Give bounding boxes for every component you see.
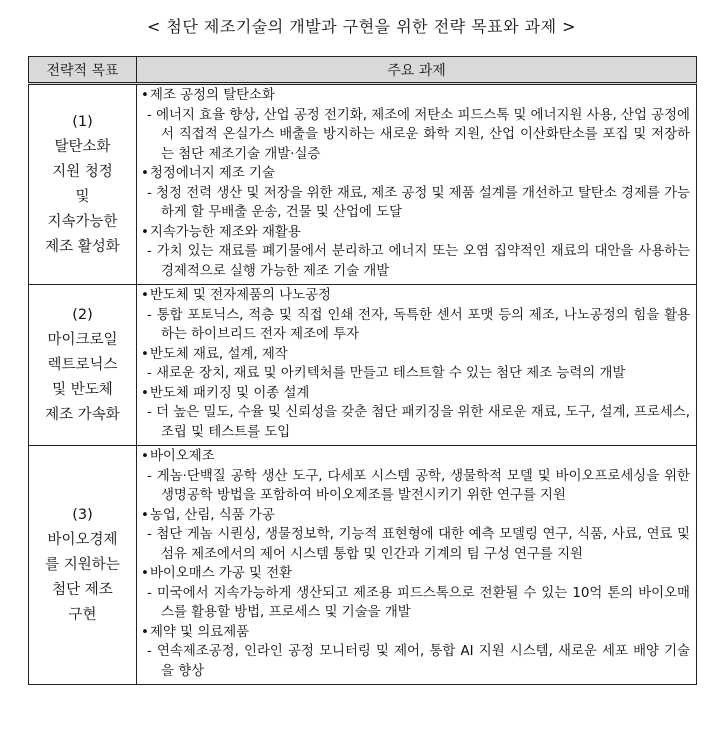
goal-text-line: 를 지원하는: [45, 556, 120, 573]
strategic-goal-cell: [29, 84, 137, 285]
task-bullet-text: 반도체 및 전자제품의 나노공정: [150, 288, 331, 303]
goal-number: (2): [72, 306, 93, 323]
task-description: - 더 높은 밀도, 수율 및 신뢰성을 갖춘 첨단 패키징을 위한 새로운 재료, 도구, 설계, 프로세스, 조립 및 테스트를 도입: [147, 405, 690, 440]
task-bullet: [141, 86, 690, 106]
goal-text-line: 및: [75, 188, 90, 205]
task-bullet-text: 반도체 패키징 및 이종 설계: [150, 385, 310, 401]
task-bullet: [141, 564, 690, 584]
task-description: - 미국에서 지속가능하게 생산되고 제조용 피드스톡으로 전환될 수 있는 10억 톤의 바이오매스를 활용할 방법, 프로세스 및 기술을 개발: [147, 585, 690, 620]
bullet-dot-icon: •: [141, 346, 149, 362]
task-description: - 새로운 장치, 재료 및 아키텍처를 만들고 테스트할 수 있는 첨단 제조 능력의 개발: [147, 366, 626, 381]
goal-text-line: 바이오경제: [47, 531, 118, 548]
goal-text-line: 구현: [68, 606, 97, 623]
table-row: [29, 446, 697, 685]
strategic-goal-cell: [29, 446, 137, 685]
key-tasks-cell: [137, 446, 697, 685]
task-bullet-text: 반도체 재료, 설계, 제작: [150, 346, 288, 362]
goal-text-line: 탈탄소화: [54, 138, 111, 155]
key-tasks-cell: [137, 285, 697, 446]
goal-text-line: 지속가능한: [47, 213, 118, 230]
task-bullet-text: 제약 및 의료제품: [150, 624, 250, 640]
goal-text-line: 제조 활성화: [45, 238, 120, 255]
task-bullet-text: 지속가능한 제조와 재활용: [150, 224, 301, 240]
header-tasks: 주요 과제: [137, 57, 697, 84]
bullet-dot-icon: •: [141, 624, 149, 640]
task-description: - 에너지 효율 향상, 산업 공정 전기화, 제조에 저탄소 피드스톡 및 에너지원 사용, 산업 공정에서 직접적 온실가스 배출을 방지하는 새로운 화학 지원, 산업 이산화탄소를 포집 및 저장하는 첨단 제조기술 개발·실증: [147, 107, 690, 162]
page-title: < 첨단 제조기술의 개발과 구현을 위한 전략 목표와 과제 >: [146, 17, 577, 36]
task-bullet-text: 농업, 산림, 식품 가공: [150, 507, 275, 523]
table-row: [29, 84, 697, 285]
task-description: - 청정 전력 생산 및 저장을 위한 재료, 제조 공정 및 제품 설계를 개선하고 탈탄소 경제를 가능하게 할 무배출 운송, 건물 및 산업에 도달: [147, 185, 690, 220]
task-bullet: [141, 506, 690, 526]
task-bullet: [141, 164, 690, 184]
goal-text-line: 첨단 제조: [52, 581, 113, 598]
goal-text-line: 및 반도체: [52, 381, 113, 398]
bullet-dot-icon: •: [141, 88, 149, 103]
table-row: [29, 285, 697, 446]
bullet-dot-icon: •: [141, 224, 149, 240]
bullet-dot-icon: •: [141, 449, 149, 464]
goal-text-line: 렉트로닉스: [47, 356, 118, 373]
goal-number: (1): [72, 113, 93, 130]
task-bullet-text: 청정에너지 제조 기술: [150, 166, 275, 181]
header-goal: 전략적 목표: [29, 57, 137, 84]
bullet-dot-icon: •: [141, 507, 149, 523]
task-bullet-text: 바이오제조: [150, 449, 215, 464]
strategic-goal-cell: [29, 285, 137, 446]
bullet-dot-icon: •: [141, 166, 149, 181]
goal-number: (3): [72, 506, 93, 523]
strategy-table: [28, 56, 697, 685]
task-bullet: [141, 623, 690, 643]
task-bullet: [141, 384, 690, 404]
task-bullet-text: 제조 공정의 탈탄소화: [150, 88, 275, 103]
bullet-dot-icon: •: [141, 385, 149, 401]
task-description: - 연속제조공정, 인라인 공정 모니터링 및 제어, 통합 AI 지원 시스템, 새로운 세포 배양 기술을 향상: [147, 644, 690, 679]
key-tasks-cell: [137, 84, 697, 285]
task-description: - 첨단 게놈 시퀀싱, 생물정보학, 기능적 표현형에 대한 예측 모델링 연구, 식품, 사료, 연료 및 섬유 제조에서의 제어 시스템 통합 및 인간과 기계의 팀 구성 연구를 지원: [147, 527, 690, 562]
goal-text-line: 지원 청정: [52, 163, 113, 180]
task-bullet: [141, 223, 690, 243]
goal-text-line: 제조 가속화: [45, 406, 120, 423]
bullet-dot-icon: •: [141, 566, 149, 581]
task-description: - 가치 있는 재료를 폐기물에서 분리하고 에너지 또는 오염 집약적인 재료의 대안을 사용하는 경제적으로 실행 가능한 제조 기술 개발: [147, 244, 690, 279]
task-description: - 게놈·단백질 공학 생산 도구, 다세포 시스템 공학, 생물학적 모델 및 바이오프로세싱을 위한 생명공학 방법을 포함하여 바이오제조를 발전시키기 위한 연구를 지원: [147, 468, 690, 503]
task-bullet: [141, 447, 690, 467]
bullet-dot-icon: •: [141, 288, 149, 303]
task-bullet-text: 바이오매스 가공 및 전환: [150, 566, 293, 581]
task-description: - 통합 포토닉스, 적층 및 직접 인쇄 전자, 독특한 센서 포맷 등의 제조, 나노공정의 힘을 활용하는 하이브리드 전자 제조에 투자: [147, 307, 690, 342]
goal-text-line: 마이크로일: [47, 331, 118, 348]
task-bullet: [141, 286, 690, 306]
task-bullet: [141, 345, 690, 365]
